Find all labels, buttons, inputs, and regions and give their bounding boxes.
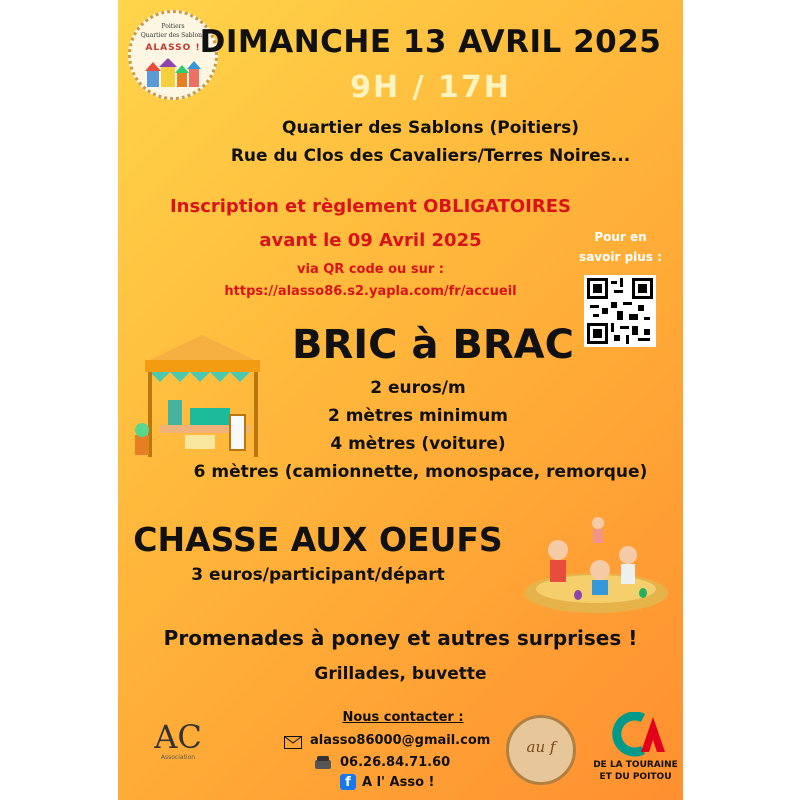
qr-caption-1: Pour en [594, 230, 647, 244]
email-icon [284, 736, 302, 749]
facebook-icon[interactable]: f [340, 774, 356, 790]
event-poster [118, 0, 683, 800]
phone-icon [314, 755, 332, 770]
easter-hunt-title: CHASSE AUX OEUFS [133, 520, 503, 559]
barrel-logo-text: au f [526, 738, 556, 756]
bank-name-line-2: ET DU POITOU [599, 772, 672, 782]
address-line-1: Quartier des Sablons (Poitiers) [282, 118, 579, 138]
easter-hunt-price: 3 euros/participant/départ [191, 565, 445, 585]
ac-sponsor-logo [143, 718, 213, 768]
barrel-sponsor-logo [506, 715, 576, 785]
extras-pony: Promenades à poney et autres surprises ! [163, 626, 638, 650]
ac-logo-subtitle: Association [160, 754, 196, 761]
logo-city: Poitiers [161, 23, 185, 30]
contact-facebook[interactable]: A l' Asso ! [362, 775, 435, 790]
egg-hunt-kids-icon [518, 515, 673, 615]
registration-via: via QR code ou sur : [297, 262, 444, 277]
address-line-2: Rue du Clos des Cavaliers/Terres Noires... [230, 146, 631, 166]
logo-quartier: Quartier des Sablons [140, 32, 206, 39]
extras-food: Grillades, buvette [314, 664, 487, 684]
bank-name-line-1: DE LA TOURAINE [593, 760, 678, 770]
bric-a-brac-title: BRIC à BRAC [292, 322, 574, 368]
bric-minimum: 2 mètres minimum [327, 406, 509, 426]
bank-logo-icon [603, 712, 668, 757]
bric-price: 2 euros/m [370, 378, 466, 398]
bric-car: 4 mètres (voiture) [330, 434, 506, 454]
bank-sponsor-logo [593, 712, 678, 792]
registration-url[interactable]: https://alasso86.s2.yapla.com/fr/accueil [224, 284, 517, 299]
ac-logo-letters: AC [154, 718, 202, 756]
contact-email[interactable]: alasso86000@gmail.com [310, 733, 491, 748]
event-date: DIMANCHE 13 AVRIL 2025 [199, 24, 662, 60]
contact-phone[interactable]: 06.26.84.71.60 [340, 755, 451, 770]
qr-caption-2: savoir plus : [579, 250, 662, 264]
logo-brand: ALASSO ! [145, 43, 201, 53]
market-stall-icon [130, 330, 275, 460]
event-hours: 9H / 17H [350, 70, 511, 105]
contact-title: Nous contacter : [342, 710, 464, 725]
bric-van: 6 mètres (camionnette, monospace, remorque) [193, 462, 648, 482]
registration-notice: Inscription et règlement OBLIGATOIRES [169, 196, 572, 217]
registration-deadline: avant le 09 Avril 2025 [259, 230, 482, 251]
